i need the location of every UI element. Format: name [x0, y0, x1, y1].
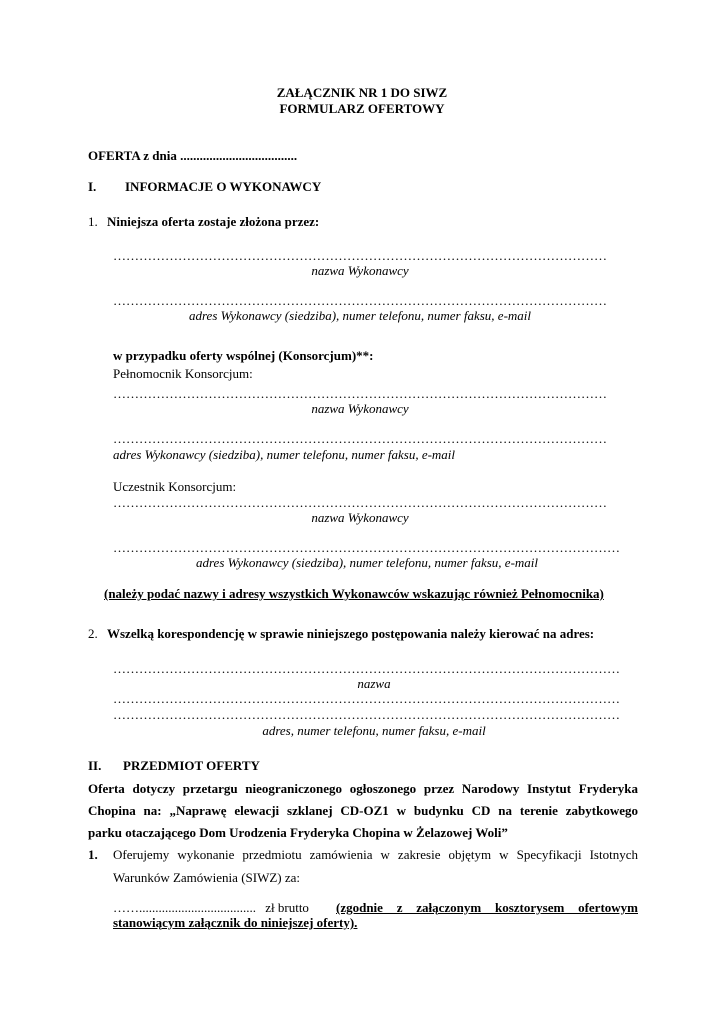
offer-date-line	[88, 148, 297, 164]
offer-item-1-number: 1.	[88, 847, 98, 862]
subject-intro-line-1: Oferta dotyczy przetargu nieograniczonego ogłoszonego przez Narodowy Instytut Fryderyka	[88, 781, 638, 796]
price-note-line-2: stanowiącym załącznik do niniejszej oferty).	[113, 915, 358, 930]
item-1-text: Niniejsza oferta zostaje złożona przez:	[107, 214, 320, 229]
leader-address-caption: adres Wykonawcy (siedziba), numer telefonu, numer faksu, e-mail	[113, 447, 456, 462]
offer-date-label: OFERTA z dnia	[88, 148, 177, 163]
price-note-line-1: (zgodnie z załączonym kosztorysem ofertowym	[336, 900, 638, 915]
correspondence-name-field[interactable]: ………………………………………………………………………………………………………	[113, 661, 620, 676]
correspondence-address-caption: adres, numer telefonu, numer faksu, e-mail	[262, 723, 486, 738]
contractor-name-field[interactable]: ……………………………………………………………………………………………………	[113, 248, 607, 263]
contractor-address-field[interactable]: ……………………………………………………………………………………………………	[113, 293, 607, 308]
leader-name-field[interactable]: ……………………………………………………………………………………………………	[113, 386, 607, 401]
member-address-field[interactable]: ………………………………………………………………………………………………………	[113, 540, 620, 555]
price-line	[113, 900, 309, 916]
offer-item-1-text-line-2: Warunków Zamówienia (SIWZ) za:	[113, 870, 301, 885]
price-field[interactable]: ……....................................	[113, 900, 256, 915]
correspondence-name-caption: nazwa	[357, 676, 391, 691]
item-1-number: 1.	[88, 214, 98, 229]
subject-intro-line-2: Chopina na: „Naprawę elewacji szklanej CD-OZ1 w budynku CD na terenie zabytkowego	[88, 803, 638, 818]
leader-address-field[interactable]: ……………………………………………………………………………………………………	[113, 431, 607, 446]
correspondence-address-field-1[interactable]: ………………………………………………………………………………………………………	[113, 691, 620, 706]
leader-name-caption: nazwa Wykonawcy	[311, 401, 409, 416]
item-2-text: Wszelką korespondencję w sprawie niniejszego postępowania należy kierować na adres:	[107, 626, 595, 641]
member-address-caption: adres Wykonawcy (siedziba), numer telefonu, numer faksu, e-mail	[195, 555, 539, 570]
contractor-address-caption: adres Wykonawcy (siedziba), numer telefonu, numer faksu, e-mail	[188, 308, 532, 323]
form-title: FORMULARZ OFERTOWY	[279, 101, 445, 116]
price-unit: zł brutto	[265, 900, 309, 915]
member-name-caption: nazwa Wykonawcy	[311, 510, 409, 525]
consortium-note: (należy podać nazwy i adresy wszystkich Wykonawców wskazując również Pełnomocnika)	[104, 586, 604, 601]
section-1-number: I.	[88, 179, 97, 194]
attachment-title: ZAŁĄCZNIK NR 1 DO SIWZ	[276, 85, 448, 100]
section-2-title: PRZEDMIOT OFERTY	[123, 758, 260, 773]
offer-date-field[interactable]: ....................................	[180, 148, 298, 163]
subject-intro-line-3: parku otaczającego Dom Urodzenia Fryderyka Chopina w Żelazowej Woli”	[88, 825, 508, 840]
contractor-name-caption: nazwa Wykonawcy	[311, 263, 409, 278]
item-2-number: 2.	[88, 626, 98, 641]
offer-item-1-text-line-1: Oferujemy wykonanie przedmiotu zamówienia w zakresie objętym w Specyfikacji Istotnych	[113, 847, 638, 862]
consortium-heading: w przypadku oferty wspólnej (Konsorcjum)**:	[113, 348, 374, 363]
consortium-member-label: Uczestnik Konsorcjum:	[113, 479, 237, 494]
consortium-leader-label: Pełnomocnik Konsorcjum:	[113, 366, 253, 381]
section-2-number: II.	[88, 758, 102, 773]
correspondence-address-field-2[interactable]: ………………………………………………………………………………………………………	[113, 707, 620, 722]
section-1-title: INFORMACJE O WYKONAWCY	[125, 179, 322, 194]
member-name-field[interactable]: ……………………………………………………………………………………………………	[113, 495, 607, 510]
